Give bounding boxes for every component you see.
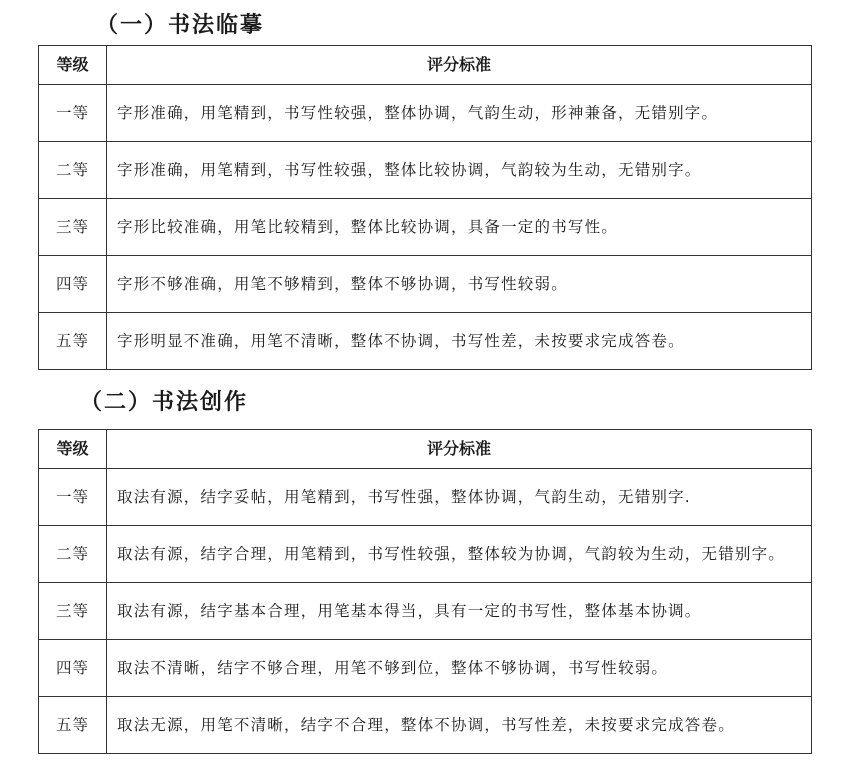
level-cell: 一等 (39, 469, 107, 526)
criteria-cell: 取法有源，结字合理，用笔精到，书写性较强，整体较为协调，气韵较为生动，无错别字。 (107, 526, 812, 583)
level-cell: 二等 (39, 526, 107, 583)
table-row (39, 640, 812, 697)
table-header-row (39, 46, 812, 85)
level-header: 等级 (39, 46, 107, 85)
level-header: 等级 (39, 430, 107, 469)
level-cell: 二等 (39, 142, 107, 199)
criteria-cell: 取法有源，结字妥帖，用笔精到，书写性强，整体协调，气韵生动，无错别字. (107, 469, 812, 526)
table-row (39, 526, 812, 583)
section-title-creation: （二）书法创作 (80, 390, 249, 415)
criteria-header: 评分标准 (107, 46, 812, 85)
table-row (39, 313, 812, 370)
criteria-cell: 取法有源，结字基本合理，用笔基本得当，具有一定的书写性，整体基本协调。 (107, 583, 812, 640)
criteria-cell: 字形比较准确，用笔比较精到，整体比较协调，具备一定的书写性。 (107, 199, 812, 256)
criteria-cell: 字形准确，用笔精到，书写性较强，整体比较协调，气韵较为生动，无错别字。 (107, 142, 812, 199)
creation-criteria-table (38, 429, 812, 754)
table-header-row (39, 430, 812, 469)
criteria-header: 评分标准 (107, 430, 812, 469)
copying-criteria-table (38, 45, 812, 370)
table-row (39, 142, 812, 199)
level-cell: 五等 (39, 697, 107, 754)
level-cell: 四等 (39, 640, 107, 697)
table-row (39, 469, 812, 526)
table-row (39, 85, 812, 142)
criteria-cell: 取法不清晰，结字不够合理，用笔不够到位，整体不够协调，书写性较弱。 (107, 640, 812, 697)
table-row (39, 256, 812, 313)
level-cell: 一等 (39, 85, 107, 142)
section-title-copying: （一）书法临摹 (96, 13, 265, 38)
level-cell: 五等 (39, 313, 107, 370)
criteria-cell: 字形准确，用笔精到，书写性较强，整体协调，气韵生动，形神兼备，无错别字。 (107, 85, 812, 142)
level-cell: 三等 (39, 583, 107, 640)
table-row (39, 583, 812, 640)
level-cell: 四等 (39, 256, 107, 313)
criteria-cell: 字形不够准确，用笔不够精到，整体不够协调，书写性较弱。 (107, 256, 812, 313)
table-row (39, 697, 812, 754)
criteria-cell: 取法无源，用笔不清晰，结字不合理，整体不协调，书写性差，未按要求完成答卷。 (107, 697, 812, 754)
level-cell: 三等 (39, 199, 107, 256)
table-row (39, 199, 812, 256)
criteria-cell: 字形明显不准确，用笔不清晰，整体不协调，书写性差，未按要求完成答卷。 (107, 313, 812, 370)
